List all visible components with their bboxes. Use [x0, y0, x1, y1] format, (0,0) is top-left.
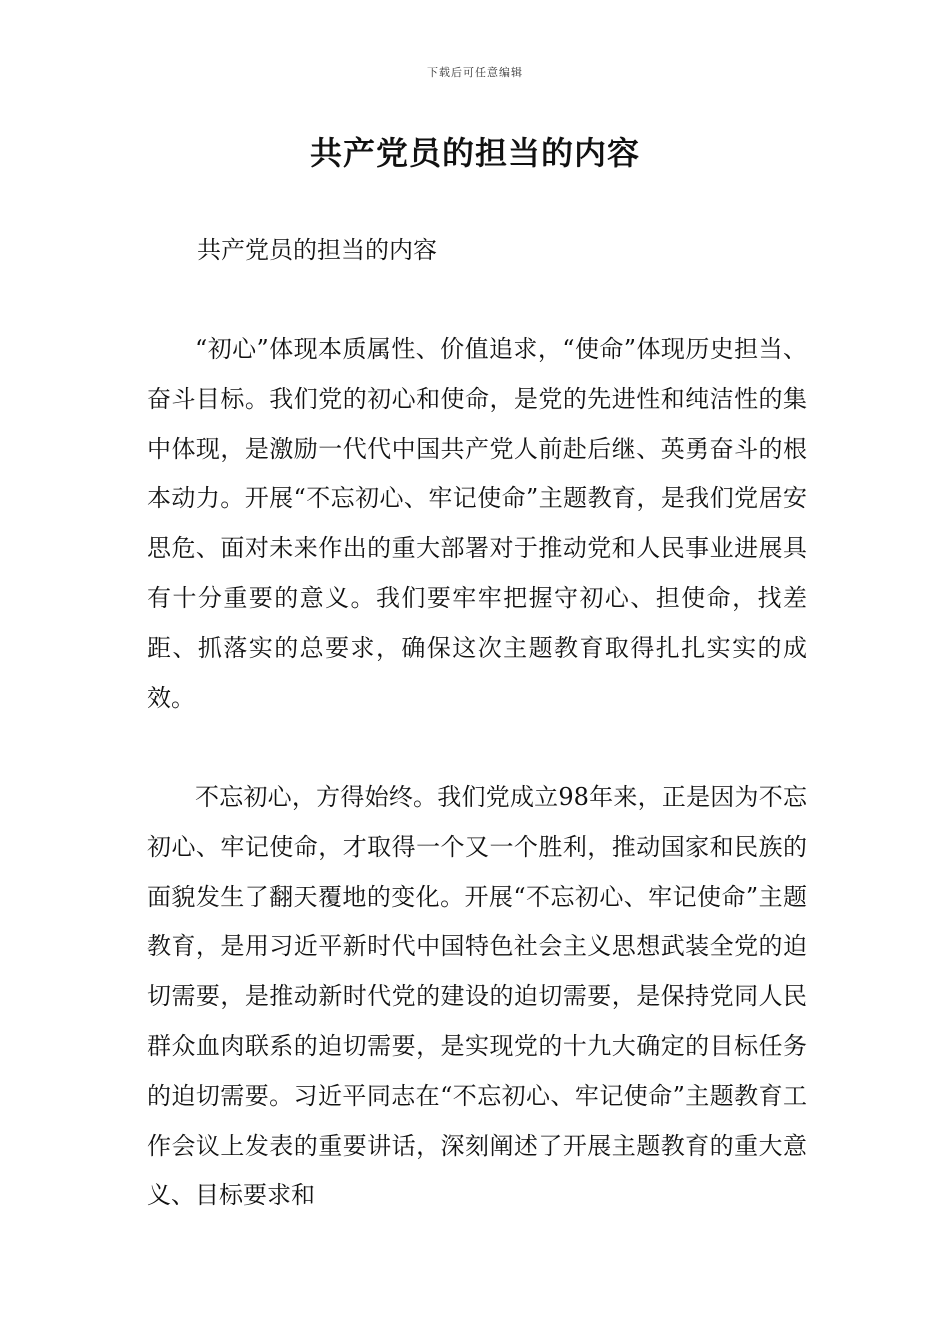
document-subtitle: 共产党员的担当的内容 — [197, 236, 437, 264]
document-title: 共产党员的担当的内容 — [309, 134, 640, 172]
body-paragraph-2: 不忘初心，方得始终。我们党成立98年来，正是因为不忘初心、牢记使命，才取得一个又一个胜利，推动国家和民族的面貌发生了翻天覆地的变化。开展“不忘初心、牢记使命”主题教育，是用习近平新时代中国特色社会主义思想武装全党的迫切需要，是推动新时代党的建设的迫切需要，是保持党同人民群众血肉联系的迫切需要，是实现党的十九大确定的目标任务的迫切需要。习近平同志在“不忘初心、牢记使命”主题教育工作会议上发表的重要讲话，深刻阐述了开展主题教育的重大意义、目标要求和 — [147, 783, 807, 1210]
body-paragraph-1: “初心”体现本质属性、价值追求，“使命”体现历史担当、奋斗目标。我们党的初心和使命，是党的先进性和纯洁性的集中体现，是激励一代代中国共产党人前赴后继、英勇奋斗的根本动力。开展“不忘初心、牢记使命”主题教育，是我们党居安思危、面对未来作出的重大部署对于推动党和人民事业进展具有十分重要的意义。我们要牢牢把握守初心、担使命，找差距、抓落实的总要求，确保这次主题教育取得扎扎实实的成效。 — [147, 335, 807, 712]
header-note: 下载后可任意编辑 — [427, 66, 523, 79]
